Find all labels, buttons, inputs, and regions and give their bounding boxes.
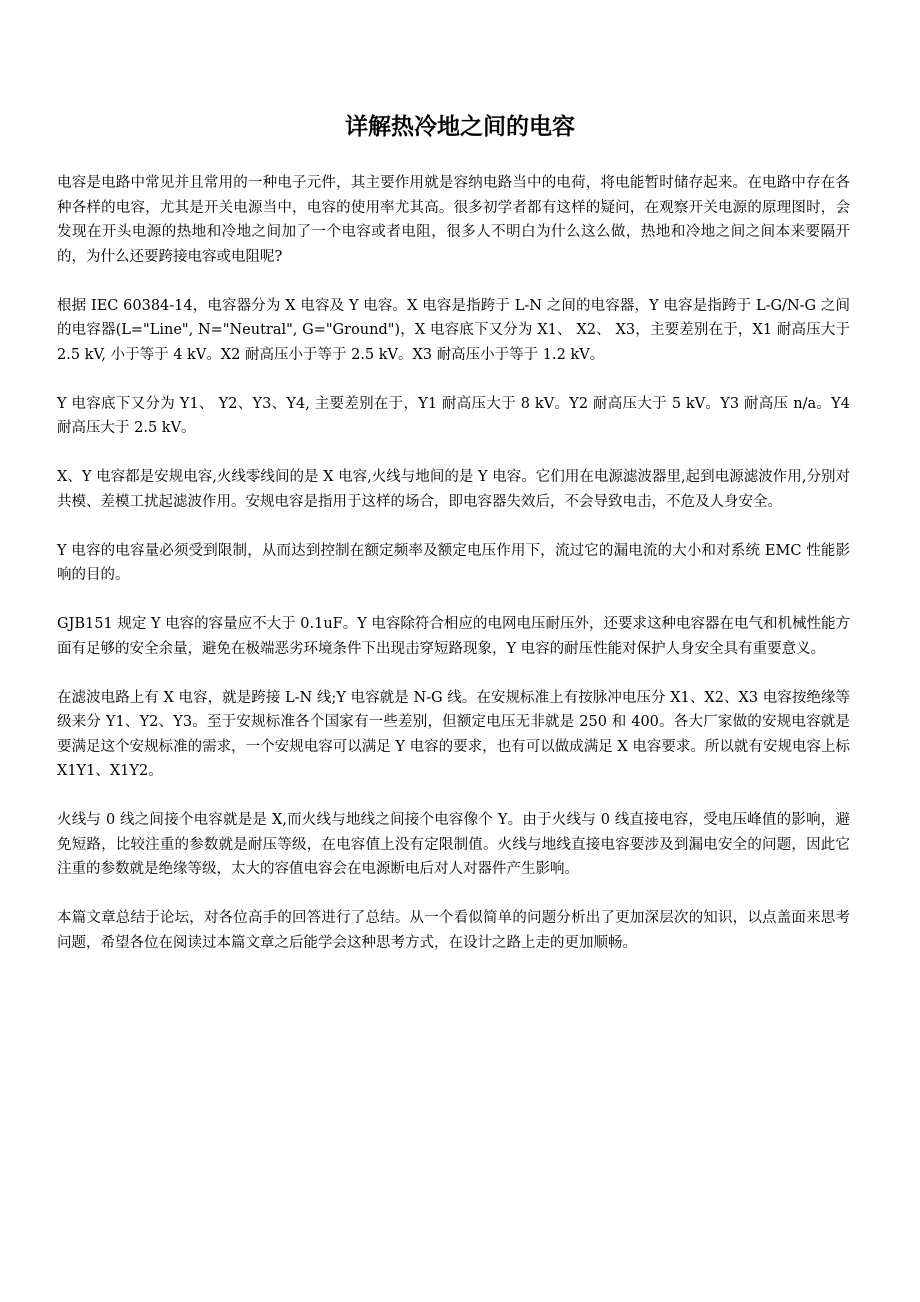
paragraph: 火线与 0 线之间接个电容就是是 X,而火线与地线之间接个电容像个 Y。由于火线与 0 线直接电容，受电压峰值的影响，避免短路，比较注重的参数就是耐压等级，在电容值上没有定限制值。火线与地线直接电容要涉及到漏电安全的问题，因此它注重的参数就是绝缘等级，太大的容值电容会在电源断电后对人对器件产生影响。	[57, 812, 850, 877]
document-body	[57, 171, 850, 980]
paragraph: X、Y 电容都是安规电容,火线零线间的是 X 电容,火线与地间的是 Y 电容。它们用在电源滤波器里,起到电源滤波作用,分别对共模、差模工扰起滤波作用。安规电容是指用于这样的场合，即电容器失效后，不会导致电击，不危及人身安全。	[57, 469, 850, 510]
paragraph: 本篇文章总结于论坛，对各位高手的回答进行了总结。从一个看似简单的问题分析出了更加深层次的知识，以点盖面来思考问题，希望各位在阅读过本篇文章之后能学会这种思考方式，在设计之路上走的更加顺畅。	[57, 910, 850, 951]
paragraph: 在滤波电路上有 X 电容，就是跨接 L-N 线;Y 电容就是 N-G 线。在安规标准上有按脉冲电压分 X1、X2、X3 电容按绝缘等级来分 Y1、Y2、Y3。至于安规标准各个国家有一些差别，但额定电压无非就是 250 和 400。各大厂家做的安规电容就是要满足这个安规标准的需求，一个安规电容可以满足 Y 电容的要求，也有可以做成满足 X 电容要求。所以就有安规电容上标 X1Y1、X1Y2。	[57, 689, 850, 779]
paragraph: GJB151 规定 Y 电容的容量应不大于 0.1uF。Y 电容除符合相应的电网电压耐压外，还要求这种电容器在电气和机械性能方面有足够的安全余量，避免在极端恶劣环境条件下出现击穿短路现象，Y 电容的耐压性能对保护人身安全具有重要意义。	[57, 616, 850, 657]
paragraph: Y 电容的电容量必须受到限制，从而达到控制在额定频率及额定电压作用下，流过它的漏电流的大小和对系统 EMC 性能影响的目的。	[57, 542, 850, 583]
paragraph: 根据 IEC 60384-14，电容器分为 X 电容及 Y 电容。X 电容是指跨于 L-N 之间的电容器，Y 电容是指跨于 L-G/N-G 之间的电容器(L="Line", N="Neutral", G="Ground")，X 电容底下又分为 X1、 X2、 X3，主要差别在于，X1 耐高压大于 2.5 kV, 小于等于 4 kV。X2 耐高压小于等于 2.5 kV。X3 耐高压小于等于 1.2 kV。	[57, 297, 850, 363]
paragraph: 电容是电路中常见并且常用的一种电子元件，其主要作用就是容纳电路当中的电荷，将电能暂时储存起来。在电路中存在各种各样的电容，尤其是开关电源当中，电容的使用率尤其高。很多初学者都有这样的疑问，在观察开关电源的原理图时，会发现在开头电源的热地和冷地之间加了一个电容或者电阻，很多人不明白为什么这么做，热地和冷地之间之间本来要隔开的，为什么还要跨接电容或电阻呢?	[57, 175, 850, 265]
document-title: 详解热冷地之间的电容	[345, 114, 575, 140]
paragraph: Y 电容底下又分为 Y1、 Y2、Y3、Y4, 主要差别在于，Y1 耐高压大于 8 kV。Y2 耐高压大于 5 kV。Y3 耐高压 n/a。Y4 耐高压大于 2.5 kV。	[57, 395, 850, 436]
